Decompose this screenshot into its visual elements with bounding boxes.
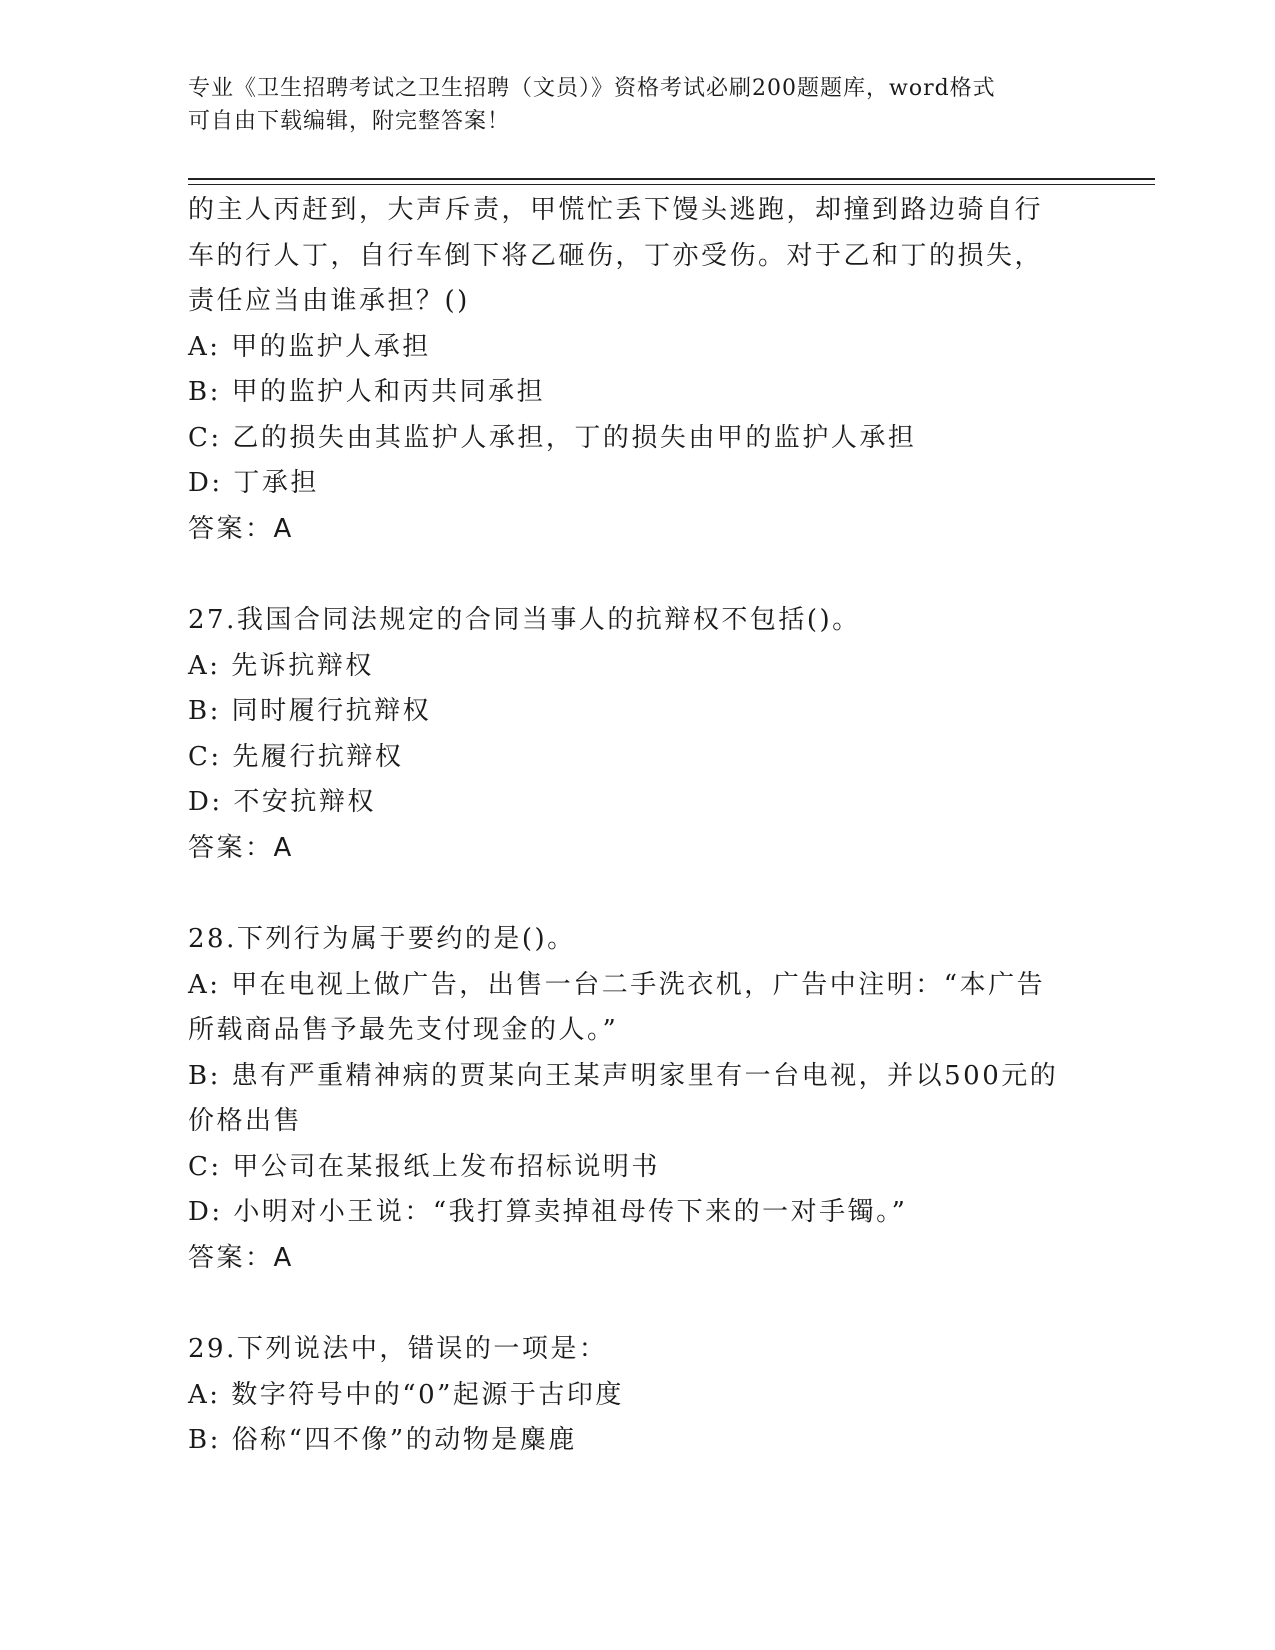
answer-line: 答案：A xyxy=(188,513,294,544)
question-stem: 28.下列行为属于要约的是()。 xyxy=(188,924,576,954)
option-b-continued: 价格出售 xyxy=(188,1106,303,1136)
option-a: A: 甲在电视上做广告，出售一台二手洗衣机，广告中注明：“本广告 xyxy=(188,969,1046,1000)
answer-line: 答案：A xyxy=(188,1242,294,1273)
question-stem-line: 的主人丙赶到，大声斥责，甲慌忙丢下馒头逃跑，却撞到路边骑自行 xyxy=(188,195,1044,225)
option-a: A: 先诉抗辩权 xyxy=(188,650,374,681)
question-26 xyxy=(188,188,1088,552)
question-stem: 29.下列说法中，错误的一项是： xyxy=(188,1334,608,1364)
option-d: D: 不安抗辩权 xyxy=(188,787,376,817)
option-c: C: 先履行抗辩权 xyxy=(188,741,404,772)
answer-line: 答案：A xyxy=(188,832,294,863)
option-d: D: 小明对小王说：“我打算卖掉祖母传下来的一对手镯。” xyxy=(188,1197,908,1227)
question-content xyxy=(188,188,1088,1464)
question-stem-line: 车的行人丁，自行车倒下将乙砸伤，丁亦受伤。对于乙和丁的损失， xyxy=(188,240,1044,271)
question-29 xyxy=(188,1327,1088,1464)
question-stem: 27.我国合同法规定的合同当事人的抗辩权不包括()。 xyxy=(188,605,861,635)
option-c: C: 甲公司在某报纸上发布招标说明书 xyxy=(188,1151,660,1182)
option-b: B: 患有严重精神病的贾某向王某声明家里有一台电视，并以500元的 xyxy=(188,1060,1059,1091)
header-rule-thin xyxy=(188,184,1155,185)
header-rule-thick xyxy=(188,178,1155,180)
option-c: C: 乙的损失由其监护人承担，丁的损失由甲的监护人承担 xyxy=(188,422,917,453)
question-27 xyxy=(188,598,1088,871)
option-b: B: 俗称“四不像”的动物是麋鹿 xyxy=(188,1425,577,1455)
option-a: A: 甲的监护人承担 xyxy=(188,331,431,362)
option-b: B: 同时履行抗辩权 xyxy=(188,696,432,726)
question-28 xyxy=(188,917,1088,1281)
header-line-2: 可自由下载编辑，附完整答案！ xyxy=(188,109,511,134)
option-b: B: 甲的监护人和丙共同承担 xyxy=(188,377,546,407)
document-header xyxy=(188,72,1088,138)
question-stem-line: 责任应当由谁承担？() xyxy=(188,286,470,316)
option-a-continued: 所载商品售予最先支付现金的人。” xyxy=(188,1015,619,1045)
header-line-1: 专业《卫生招聘考试之卫生招聘（文员）》资格考试必刷200题题库，word格式 xyxy=(188,76,996,101)
option-a: A: 数字符号中的“0”起源于古印度 xyxy=(188,1379,624,1410)
option-d: D: 丁承担 xyxy=(188,468,319,498)
